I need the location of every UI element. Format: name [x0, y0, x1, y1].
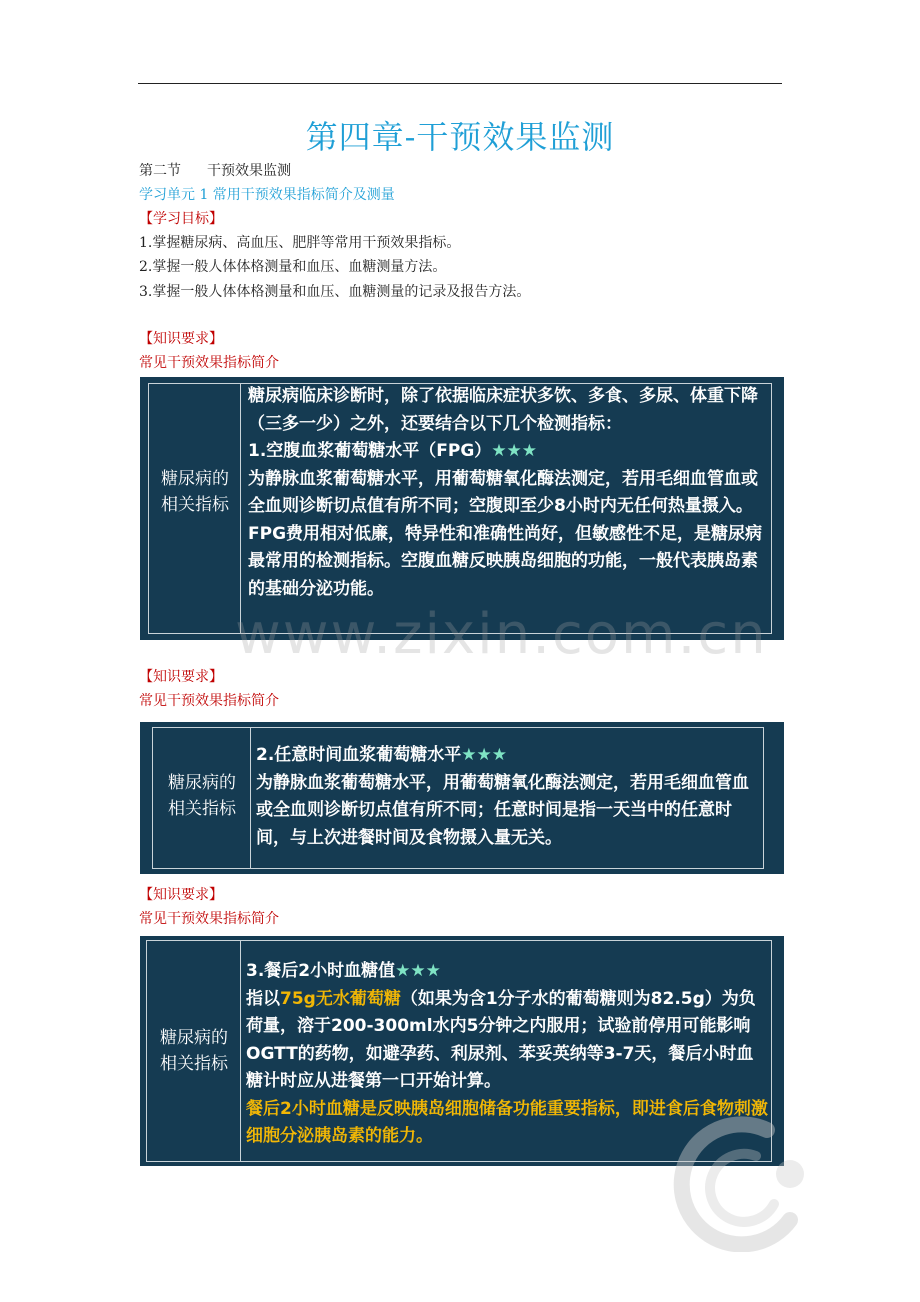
item-body: 为静脉血浆葡萄糖水平，用葡萄糖氧化酶法测定，若用毛细血管血或全血则诊断切点值有所不同；任意时间是指一天当中的任意时间，与上次进餐时间及食物摄入量无关。	[256, 772, 749, 848]
objective-item: 2.掌握一般人体体格测量和血压、血糖测量方法。	[139, 259, 447, 275]
header-rule	[138, 83, 782, 84]
item-body	[246, 986, 768, 1096]
panel-divider	[240, 940, 241, 1162]
panel-divider	[250, 727, 251, 869]
page-title: 第四章-干预效果监测	[305, 118, 615, 156]
knowledge-heading: 【知识要求】	[139, 331, 223, 347]
knowledge-heading: 【知识要求】	[139, 887, 223, 903]
category-line: 相关指标	[168, 799, 236, 819]
body-text: 指以	[246, 988, 280, 1009]
item-heading	[256, 742, 758, 770]
highlight-text: 75g无水葡萄糖	[280, 988, 401, 1009]
panel-divider	[240, 383, 241, 634]
section-title: 干预效果监测	[207, 163, 291, 179]
knowledge-subtitle: 常见干预效果指标简介	[139, 355, 279, 371]
panel-category	[150, 466, 240, 518]
unit-heading: 学习单元 1 常用干预效果指标简介及测量	[139, 187, 395, 203]
watermark-logo-icon	[672, 1112, 812, 1252]
item-title: 1.空腹血浆葡萄糖水平（FPG）	[248, 441, 492, 461]
panel-category	[154, 770, 250, 822]
info-panel-fpg	[140, 377, 784, 640]
panel-content	[256, 742, 758, 852]
category-line: 相关指标	[160, 1054, 228, 1074]
category-line: 糖尿病的	[161, 469, 229, 489]
watermark: www.zixin.com.cn	[235, 602, 768, 667]
item-title: 3.餐后2小时血糖值	[246, 961, 396, 981]
panel-content	[248, 383, 768, 603]
panel-category	[148, 1025, 240, 1077]
highlight-paragraph: 餐后2小时血糖是反映胰岛细胞储备功能重要指标，即进食后食物刺激细胞分泌胰岛素的能力。	[246, 1098, 768, 1146]
category-line: 相关指标	[161, 495, 229, 515]
objective-item: 1.掌握糖尿病、高血压、肥胖等常用干预效果指标。	[139, 235, 461, 251]
category-line: 糖尿病的	[160, 1028, 228, 1048]
item-body: 为静脉血浆葡萄糖水平，用葡萄糖氧化酶法测定，若用毛细血管血或全血则诊断切点值有所不同；空腹即至少8小时内无任何热量摄入。	[248, 468, 758, 516]
body-text: （如果为含1分子水的葡萄糖则为82.5g）为负荷量，溶于200-300ml水内5分钟之内服用；试验前停用可能影响OGTT的药物，如避孕药、利尿剂、苯妥英纳等3-7天，餐后小时血糖计时应从进餐第一口开始计算。	[246, 988, 756, 1091]
rating-stars-icon: ★★★	[491, 441, 538, 461]
item-heading	[246, 958, 768, 986]
item-title: 2.任意时间血浆葡萄糖水平	[256, 745, 462, 765]
panel-intro: 糖尿病临床诊断时，除了依据临床症状多饮、多食、多尿、体重下降（三多一少）之外，还要结合以下几个检测指标：	[248, 386, 758, 434]
item-body: FPG费用相对低廉，特异性和准确性尚好，但敏感性不足，是糖尿病最常用的检测指标。空腹血糖反映胰岛细胞的功能，一般代表胰岛素的基础分泌功能。	[248, 523, 763, 599]
category-line: 糖尿病的	[168, 773, 236, 793]
knowledge-subtitle: 常见干预效果指标简介	[139, 911, 279, 927]
rating-stars-icon: ★★★	[395, 961, 441, 981]
section-line	[139, 161, 291, 181]
knowledge-heading: 【知识要求】	[139, 669, 223, 685]
objectives-heading: 【学习目标】	[139, 211, 223, 227]
objective-item: 3.掌握一般人体体格测量和血压、血糖测量的记录及报告方法。	[139, 284, 531, 300]
info-panel-random	[140, 722, 784, 874]
section-label: 第二节	[139, 163, 181, 179]
item-heading	[248, 438, 768, 466]
knowledge-subtitle: 常见干预效果指标简介	[139, 693, 279, 709]
rating-stars-icon: ★★★	[461, 745, 508, 765]
